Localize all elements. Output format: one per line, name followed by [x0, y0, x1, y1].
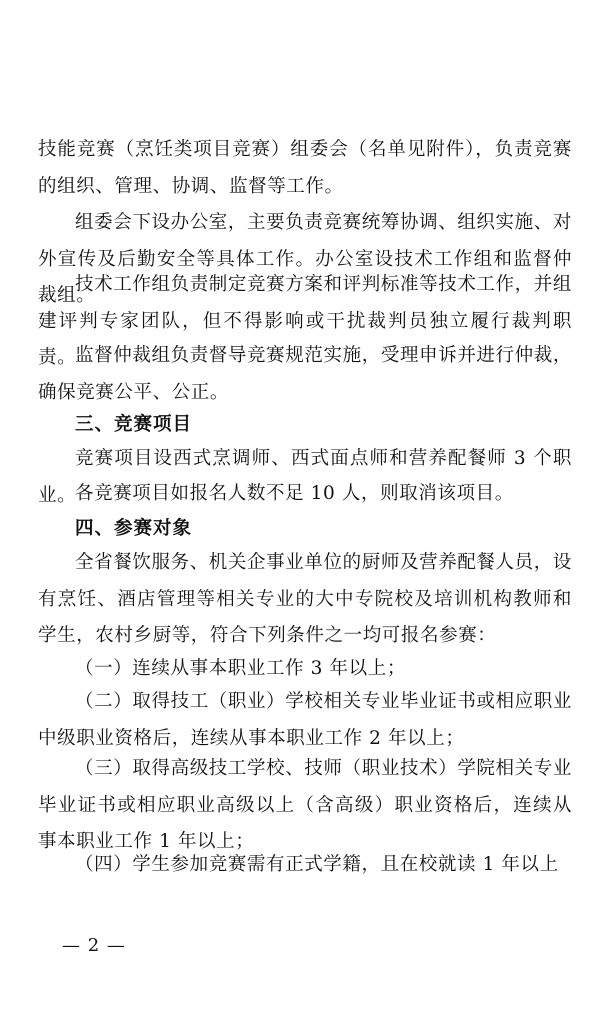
page-number: — 2 —	[62, 935, 126, 956]
paragraph-organizing-committee: 技能竞赛（烹饪类项目竞赛）组委会（名单见附件），负责竞赛的组织、管理、协调、监督等工作。	[38, 139, 572, 197]
paragraph-participants: 全省餐饮服务、机关企事业单位的厨师及营养配餐人员，设有烹饪、酒店管理等相关专业的大中专院校及培训机构教师和学生，农村乡厨等，符合下列条件之一均可报名参赛：	[38, 552, 572, 646]
paragraph-competition-items: 竞赛项目设西式烹调师、西式面点师和营养配餐师 3 个职业。	[38, 448, 572, 506]
heading-participants: 四、参赛对象	[75, 518, 193, 539]
condition-item-4: （四）学生参加竞赛需有正式学籍，且在校就读 1 年以上	[75, 854, 559, 875]
paragraph-technical-group: 技术工作组负责制定竞赛方案和评判标准等技术工作，并组建评判专家团队，但不得影响或干扰裁判员独立履行裁判职责。	[38, 274, 572, 368]
condition-item-2: （二）取得技工（职业）学校相关专业毕业证书或相应职业中级职业资格后，连续从事本职业工作 2 年以上；	[38, 691, 572, 749]
paragraph-supervision-group: 监督仲裁组负责督导竞赛规范实施，受理申诉并进行仲裁，确保竞赛公平、公正。	[38, 345, 572, 403]
paragraph-office: 组委会下设办公室，主要负责竞赛统筹协调、组织实施、对外宣传及后勤安全等具体工作。办公室设技术工作组和监督仲裁组。	[38, 212, 572, 306]
paragraph-cancellation-rule: 各竞赛项目如报名人数不足 10 人，则取消该项目。	[75, 483, 514, 504]
condition-item-1: （一）连续从事本职业工作 3 年以上；	[75, 658, 406, 679]
heading-competition-items: 三、竞赛项目	[75, 414, 193, 435]
condition-item-3: （三）取得高级技工学校、技师（职业技术）学院相关专业毕业证书或相应职业高级以上（含高级）职业资格后，连续从事本职业工作 1 年以上；	[38, 758, 572, 852]
